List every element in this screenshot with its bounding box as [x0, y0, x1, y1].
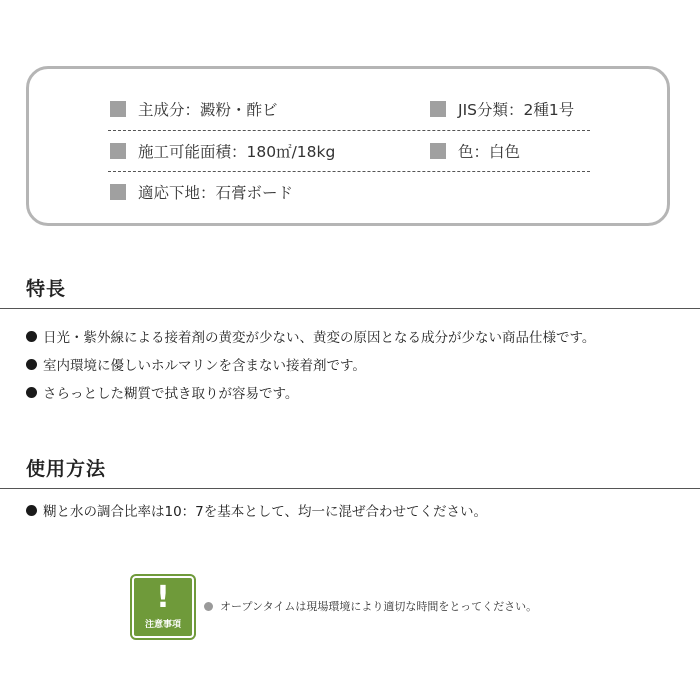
- features-rule: [0, 308, 700, 309]
- bullet-dot-icon: [26, 359, 37, 370]
- feature-item-text: さらっとした糊質で拭き取りが容易です。: [43, 386, 299, 402]
- spec-jis: [430, 98, 574, 120]
- spec-color-text: 色：白色: [458, 143, 521, 161]
- usage-rule: [0, 488, 700, 489]
- spec-substrate: [110, 181, 293, 203]
- bullet-dot-icon: [26, 331, 37, 342]
- gray-square-icon: [110, 101, 126, 117]
- bullet-dot-icon: [26, 387, 37, 398]
- gray-bullet-icon: [204, 602, 213, 611]
- features-heading: 特長: [26, 278, 67, 300]
- dashed-divider: [108, 130, 590, 131]
- feature-item: [26, 382, 298, 402]
- bullet-dot-icon: [26, 505, 37, 516]
- spec-coverage: [110, 140, 335, 162]
- spec-substrate-text: 適応下地：石膏ボード: [138, 184, 294, 202]
- spec-jis-text: JIS分類：2種1号: [458, 101, 575, 119]
- feature-item-text: 日光・紫外線による接着剤の黄変が少ない、黄変の原因となる成分が少ない商品仕様です。: [43, 330, 596, 346]
- caution-note: [204, 598, 537, 614]
- caution-badge: [132, 576, 194, 638]
- gray-square-icon: [110, 184, 126, 200]
- caution-badge-label: 注意事項: [144, 620, 181, 630]
- feature-item: [26, 354, 366, 374]
- gray-square-icon: [430, 101, 446, 117]
- spec-coverage-text: 施工可能面積：180㎡/18kg: [138, 143, 336, 161]
- dashed-divider: [108, 171, 590, 172]
- usage-heading: 使用方法: [26, 458, 107, 480]
- gray-square-icon: [430, 143, 446, 159]
- spec-main-ingredient-text: 主成分：澱粉・酢ビ: [138, 101, 278, 119]
- feature-item: [26, 326, 595, 346]
- usage-item: [26, 500, 487, 520]
- caution-note-text: オープンタイムは現場環境により適切な時間をとってください。: [220, 600, 538, 613]
- exclamation-icon: !: [156, 580, 170, 615]
- spec-color: [430, 140, 520, 162]
- spec-main-ingredient: [110, 98, 278, 120]
- gray-square-icon: [110, 143, 126, 159]
- feature-item-text: 室内環境に優しいホルマリンを含まない接着剤です。: [43, 358, 366, 374]
- usage-item-text: 糊と水の調合比率は10：7を基本として、均一に混ぜ合わせてください。: [43, 504, 487, 520]
